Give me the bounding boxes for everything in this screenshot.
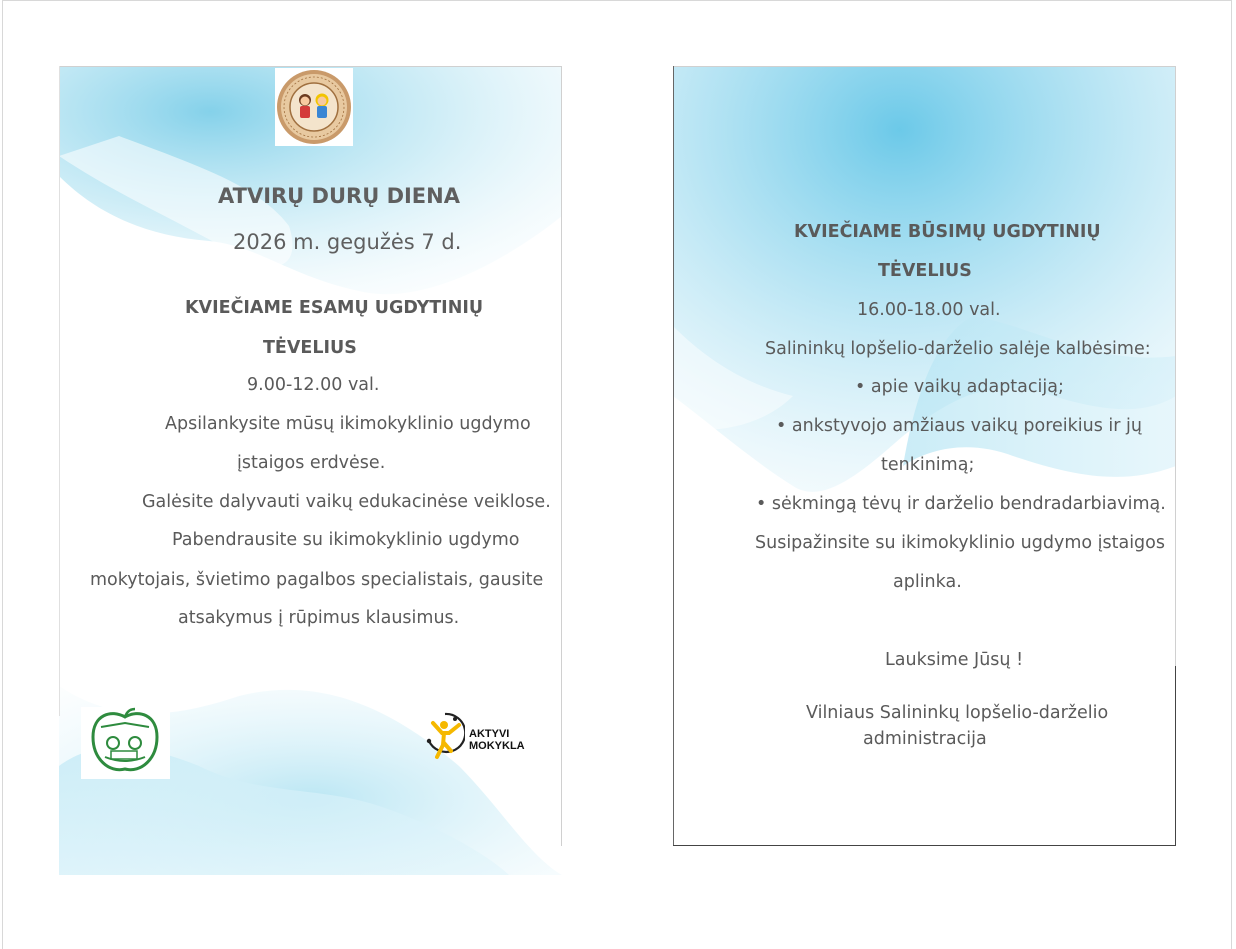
invite-heading-line2: TĖVELIUS <box>878 261 972 281</box>
topic-line: aplinka. <box>893 572 962 592</box>
active-figure-icon <box>425 711 465 763</box>
sveika-mokykla-logo <box>81 707 170 779</box>
left-invitation-page <box>59 66 562 875</box>
topic-line: • sėkmingą tėvų ir darželio bendradarbiavimą. <box>756 494 1166 514</box>
kindergarten-seal-logo <box>275 68 353 146</box>
event-date: 2026 m. gegužės 7 d. <box>233 230 462 254</box>
paragraph-line: Pabendrausite su ikimokyklinio ugdymo <box>172 530 520 550</box>
invite-heading-line1: KVIEČIAME ESAMŲ UGDYTINIŲ <box>185 298 484 318</box>
topic-line: • ankstyvojo amžiaus vaikų poreikius ir jų <box>776 416 1143 436</box>
invite-heading-line2: TĖVELIUS <box>263 338 357 358</box>
apple-school-icon <box>81 707 170 779</box>
paragraph-line: mokytojais, švietimo pagalbos specialistais, gausite <box>90 570 544 590</box>
frame-top-border <box>2 0 1232 1</box>
event-title: ATVIRŲ DURŲ DIENA <box>218 184 460 208</box>
kindergarten-seal-icon <box>275 68 353 146</box>
signature-line2: administracija <box>863 729 987 749</box>
topic-line: • apie vaikų adaptaciją; <box>855 377 1064 397</box>
aktyvi-label: AKTYVI <box>469 728 510 740</box>
paragraph-line: Apsilankysite mūsų ikimokyklinio ugdymo <box>165 414 531 434</box>
closing-line: Lauksime Jūsų ! <box>885 650 1024 670</box>
frame-left-border <box>2 0 3 949</box>
topic-line: Susipažinsite su ikimokyklinio ugdymo įstaigos <box>755 533 1165 553</box>
topic-line: tenkinimą; <box>881 455 975 475</box>
topic-line: Salininkų lopšelio-darželio salėje kalbėsime: <box>765 339 1151 359</box>
paragraph-line: Galėsite dalyvauti vaikų edukacinėse veiklose. <box>142 492 551 512</box>
event-time: 16.00-18.00 val. <box>857 300 1001 320</box>
mokykla-label: MOKYKLA <box>469 740 525 752</box>
aktyvi-mokykla-logo <box>425 711 535 763</box>
paragraph-line: atsakymus į rūpimus klausimus. <box>178 608 460 628</box>
event-time: 9.00-12.00 val. <box>247 375 380 395</box>
right-invitation-page <box>673 66 1176 846</box>
invite-heading-line1: KVIEČIAME BŪSIMŲ UGDYTINIŲ <box>794 222 1101 242</box>
frame-right-border <box>1231 0 1232 949</box>
paragraph-line: įstaigos erdvėse. <box>237 453 386 473</box>
signature-line1: Vilniaus Salininkų lopšelio-darželio <box>806 703 1109 723</box>
